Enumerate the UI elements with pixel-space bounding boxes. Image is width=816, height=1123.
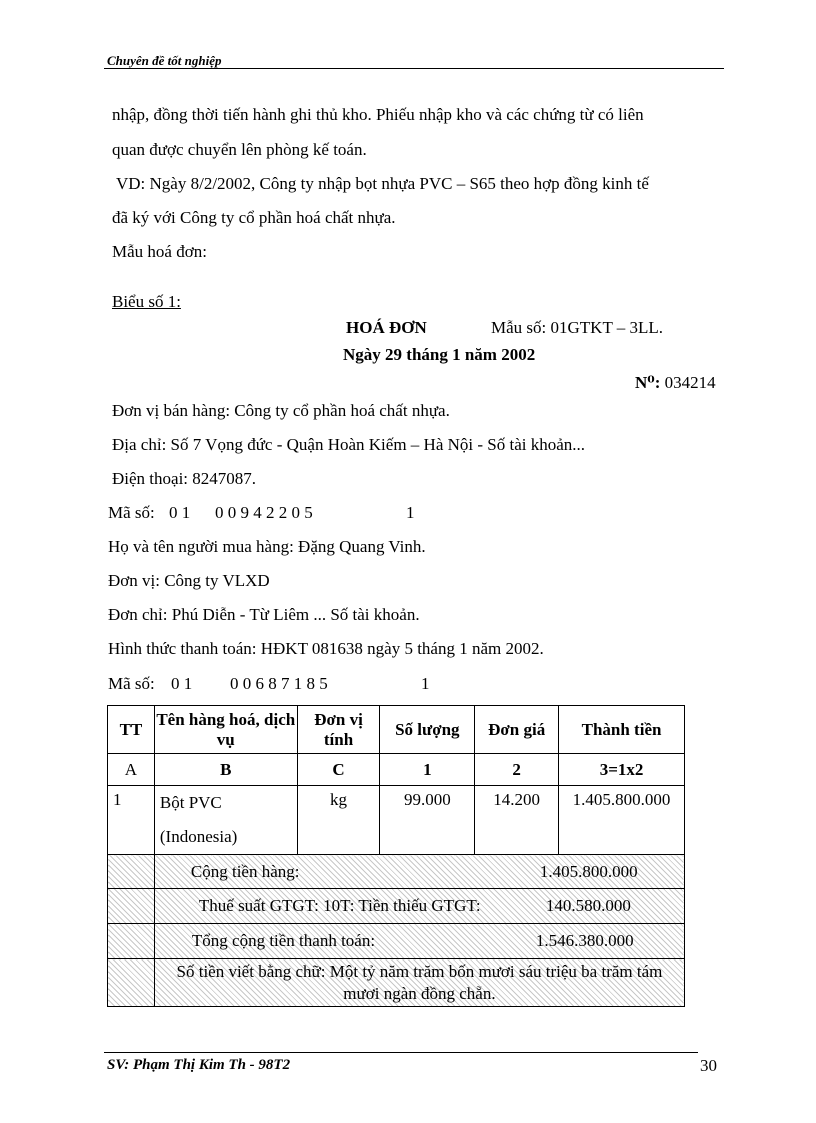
table-code-row	[108, 754, 685, 786]
code-tt: A	[108, 754, 155, 786]
table-row	[108, 786, 685, 855]
seller-phone: Điện thoại: 8247087.	[112, 469, 257, 488]
code-unit-price: 2	[475, 754, 559, 786]
subtotal-row	[108, 855, 685, 889]
buyer-tax-label: Mã số:	[108, 674, 155, 693]
paragraph-3: VD: Ngày 8/2/2002, Công ty nhập bọt nhựa PVC – S65 theo hợp đồng kinh tế	[116, 174, 649, 193]
seller-address: Địa chỉ: Số 7 Vọng đức - Quận Hoàn Kiếm – Hà Nội - Số tài khoản...	[112, 435, 586, 454]
row-tt: 1	[108, 786, 155, 855]
subtotal-tt-cell	[108, 855, 155, 889]
header-rule	[104, 68, 724, 69]
row-amount: 1.405.800.000	[559, 786, 685, 855]
invoice-number-label: N⁰:	[635, 373, 661, 392]
row-unit: kg	[297, 786, 380, 855]
total-label: Tổng cộng tiền thanh toán:	[191, 931, 376, 950]
row-unit-price: 14.200	[475, 786, 559, 855]
invoice-date: Ngày 29 tháng 1 năm 2002	[343, 345, 536, 364]
code-item-name: B	[154, 754, 297, 786]
amount-in-words: Số tiền viết bằng chữ: Một tỷ năm trăm bốn mươi sáu triệu ba trăm tám mươi ngàn đồng chẵn.	[154, 959, 684, 1007]
words-tt-cell	[108, 959, 155, 1007]
code-amount: 3=1x2	[559, 754, 685, 786]
footer-author: SV: Phạm Thị Kim Th - 98T2	[107, 1057, 291, 1073]
form-label: Biểu số 1:	[112, 292, 181, 311]
paragraph-2: quan được chuyển lên phòng kế toán.	[112, 140, 367, 159]
table-header-row	[108, 706, 685, 754]
buyer-tax-part2: 0 0 6 8 7 1 8 5	[230, 674, 328, 693]
buyer-unit: Đơn vị: Công ty VLXD	[108, 571, 270, 590]
running-header: Chuyên đề tốt nghiệp	[107, 53, 222, 68]
invoice-number	[635, 373, 716, 393]
total-tt-cell	[108, 924, 155, 959]
seller-name: Đơn vị bán hàng: Công ty cổ phần hoá chất nhựa.	[112, 401, 450, 420]
buyer-name: Họ và tên người mua hàng: Đặng Quang Vinh.	[108, 537, 426, 556]
invoice-number-value: 034214	[664, 373, 716, 392]
row-quantity: 99.000	[380, 786, 475, 855]
seller-tax-label: Mã số:	[108, 503, 155, 522]
subtotal-label: Cộng tiền hàng:	[190, 862, 300, 881]
vat-tt-cell	[108, 889, 155, 924]
seller-tax-part1: 0 1	[169, 503, 191, 522]
footer-rule	[104, 1052, 698, 1053]
col-header-tt: TT	[108, 706, 155, 754]
paragraph-4: đã ký với Công ty cổ phần hoá chất nhựa.	[112, 208, 396, 227]
code-unit: C	[297, 754, 380, 786]
seller-tax-part2: 0 0 9 4 2 2 0 5	[215, 503, 313, 522]
payment-method: Hình thức thanh toán: HĐKT 081638 ngày 5 tháng 1 năm 2002.	[108, 639, 544, 658]
col-header-unit: Đơn vị tính	[297, 706, 380, 754]
row-item-name-line2: (Indonesia)	[159, 827, 238, 846]
page-number: 30	[700, 1056, 717, 1075]
invoice-title: HOÁ ĐƠN	[346, 318, 427, 337]
buyer-tax-part3: 1	[421, 674, 430, 693]
seller-tax-part3: 1	[406, 503, 415, 522]
row-item-name	[154, 786, 297, 855]
col-header-quantity: Số lượng	[380, 706, 475, 754]
buyer-address: Đơn chỉ: Phú Diễn - Từ Liêm ... Số tài khoản.	[108, 605, 420, 624]
vat-row	[108, 889, 685, 924]
total-cell	[154, 924, 684, 959]
buyer-tax-part1: 0 1	[171, 674, 193, 693]
col-header-amount: Thành tiền	[559, 706, 685, 754]
vat-value: 140.580.000	[545, 896, 631, 915]
vat-label: Thuế suất GTGT: 10T: Tiền thiếu GTGT:	[198, 896, 481, 915]
invoice-table	[107, 705, 685, 1007]
form-number: Mẫu số: 01GTKT – 3LL.	[491, 318, 664, 337]
subtotal-cell	[154, 855, 684, 889]
code-quantity: 1	[380, 754, 475, 786]
col-header-unit-price: Đơn giá	[475, 706, 559, 754]
amount-in-words-row	[108, 959, 685, 1007]
total-row	[108, 924, 685, 959]
row-item-name-line1: Bột PVC	[159, 793, 222, 812]
total-value: 1.546.380.000	[535, 931, 634, 950]
paragraph-1: nhập, đồng thời tiến hành ghi thủ kho. Phiếu nhập kho và các chứng từ có liên	[112, 105, 644, 124]
subtotal-value: 1.405.800.000	[539, 862, 638, 881]
vat-cell	[154, 889, 684, 924]
col-header-item-name: Tên hàng hoá, dịch vụ	[154, 706, 297, 754]
paragraph-5: Mẫu hoá đơn:	[112, 242, 207, 261]
